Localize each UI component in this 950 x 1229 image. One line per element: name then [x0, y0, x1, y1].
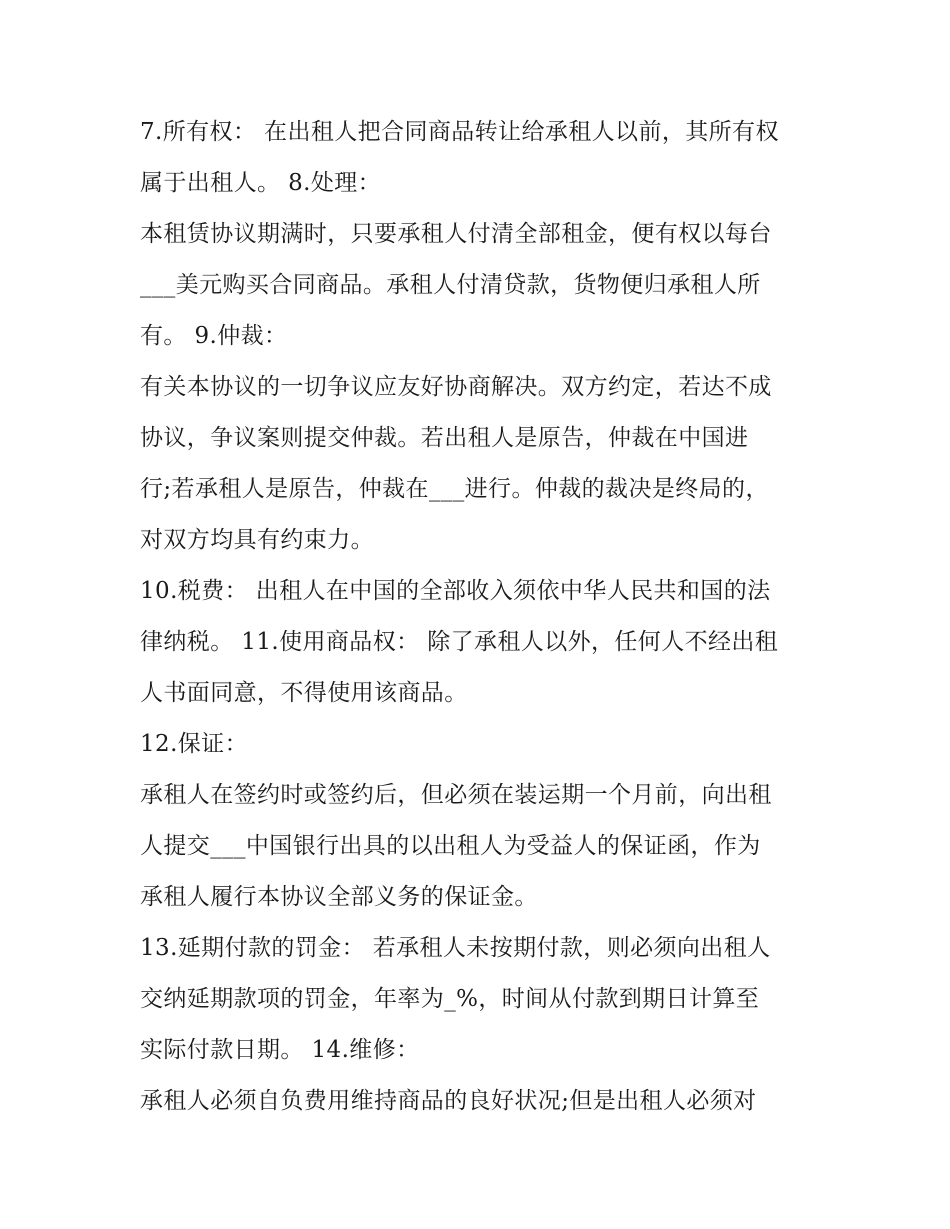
text-line: 有。 9.仲裁： — [140, 323, 288, 349]
text-line: 行;若承租人是原告，仲裁在___进行。仲裁的裁决是终局的， — [140, 476, 769, 502]
document-body — [140, 107, 820, 1127]
text-line: 律纳税。 11.使用商品权： 除了承租人以外，任何人不经出租 — [140, 629, 779, 655]
text-line: 有关本协议的一切争议应友好协商解决。双方约定，若达不成 — [140, 374, 772, 400]
text-line: 13.延期付款的罚金： 若承租人未按期付款，则必须向出租人 — [140, 935, 771, 961]
text-line: 协议，争议案则提交仲裁。若出租人是原告，仲裁在中国进 — [140, 425, 749, 451]
text-line: 承租人在签约时或签约后，但必须在装运期一个月前，向出租 — [140, 782, 772, 808]
text-line: 交纳延期款项的罚金，年率为_%，时间从付款到期日计算至 — [140, 986, 760, 1012]
text-line: 12.保证： — [140, 731, 248, 757]
text-line: 人提交___中国银行出具的以出租人为受益人的保证函，作为 — [140, 833, 761, 859]
text-line: 本租赁协议期满时，只要承租人付清全部租金，便有权以每台 — [140, 221, 772, 247]
text-line: 对双方均具有约束力。 — [140, 527, 374, 553]
text-line: 10.税费： 出租人在中国的全部收入须依中华人民共和国的法 — [140, 578, 771, 604]
text-line: 承租人必须自负费用维持商品的良好状况;但是出租人必须对 — [140, 1088, 757, 1114]
text-line: 属于出租人。 8.处理： — [140, 170, 382, 196]
text-line: 人书面同意，不得使用该商品。 — [140, 680, 468, 706]
text-line: 承租人履行本协议全部义务的保证金。 — [140, 884, 538, 910]
text-line: 实际付款日期。 14.维修： — [140, 1037, 420, 1063]
text-line: 7.所有权： 在出租人把合同商品转让给承租人以前，其所有权 — [140, 119, 779, 145]
text-line: ___美元购买合同商品。承租人付清贷款，货物便归承租人所 — [140, 272, 761, 298]
